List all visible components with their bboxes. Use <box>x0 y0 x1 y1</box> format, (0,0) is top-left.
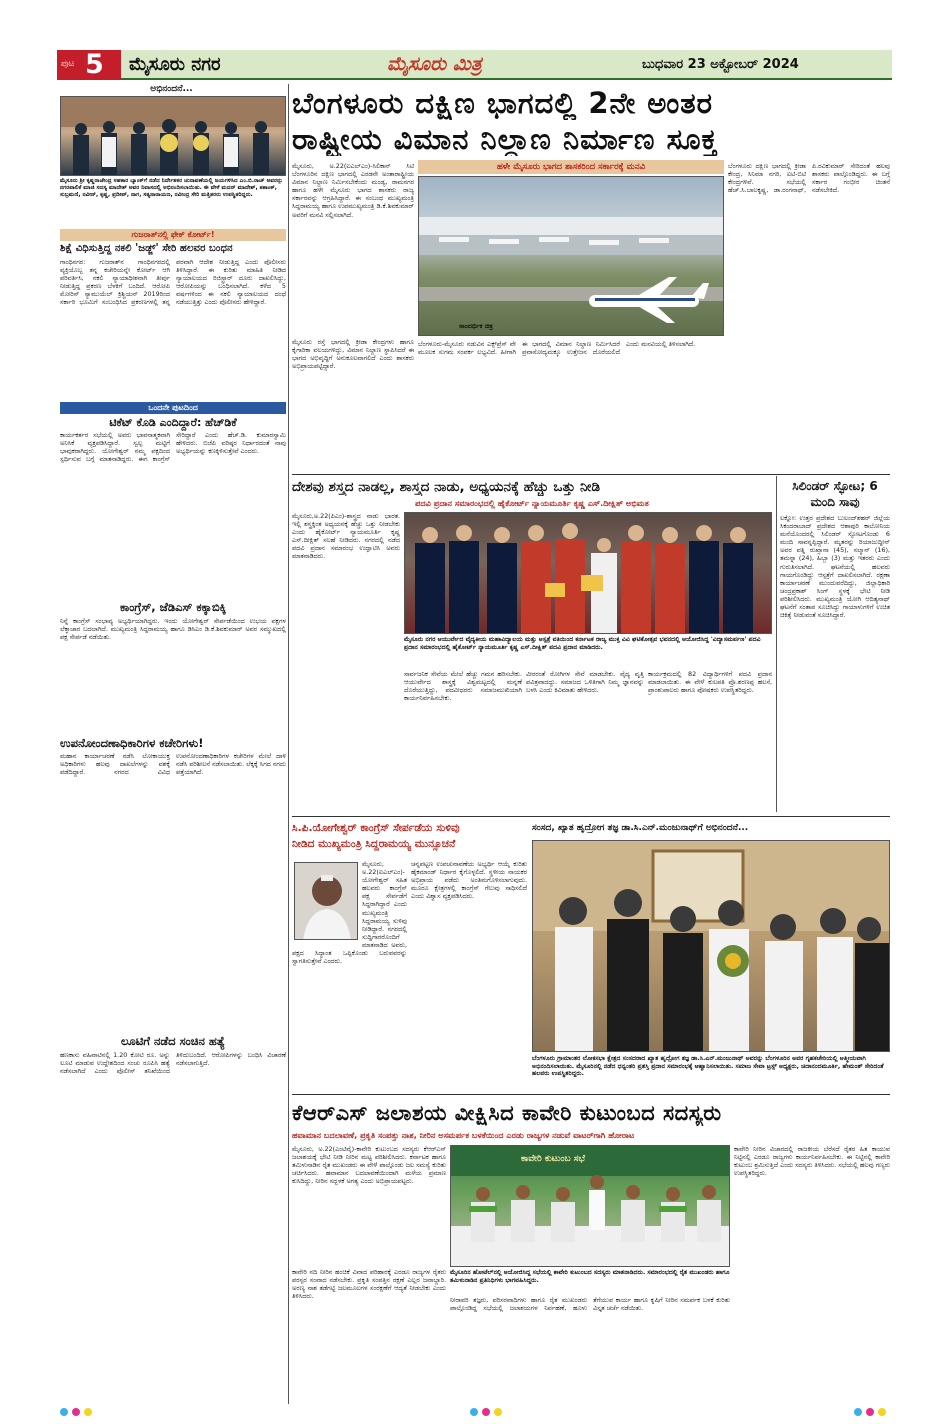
airport-rule <box>292 474 890 475</box>
yogeshwar-body-col1-text: ಮೈಸೂರು, ಅ.22(ಐಎಲ್‌ಎಂ)-ಯೋಗೇಶ್ವರ್ ಸಹಿತ ಹಲವರು ಕಾಂಗ್ರೆಸ್ ಪಕ್ಷ ಸೇರ್ಪಡೆಗೆ ಸಿದ್ಧರಾಗಿದ್ದಾರೆ ಎಂದು ಮುಖ್ಯಮಂತ್ರಿ ಸಿದ್ದರಾಮಯ್ಯ ಸುಳಿವು ನೀಡಿದ್ದಾರೆ. ನಗರದಲ್ಲಿ ಸುದ್ದಿಗಾರರೊಂದಿಗೆ ಮಾತನಾಡಿದ ಅವರು, ಪಕ್ಷದ ಸಿದ್ಧಾಂತ ಒಪ್ಪಿಕೊಂಡು ಬರುವವರನ್ನು ಸ್ವಾಗತಿಸುತ್ತೇವೆ ಎಂದರು. <box>292 860 407 966</box>
krs-caption: ಮೈಸೂರಿನ ಹೋಟೆಲ್‌ನಲ್ಲಿ ಆಯೋಜಿಸಿದ್ದ ಸಭೆಯಲ್ಲಿ ಕಾವೇರಿ ಕುಟುಂಬದ ಸದಸ್ಯರು ಮಾತನಾಡಿದರು. ಸಮಾರಂಭದಲ್ಲಿ ರೈತ ಮುಖಂಡರು ಹಾಗೂ ತಮಿಳುನಾಡಿನ ಪ್ರತಿನಿಧಿಗಳು ಭಾಗವಹಿಸಿದ್ದರು. <box>450 1269 730 1284</box>
congress-body: ನಿನ್ನೆ ಕಾಂಗ್ರೆಸ್ ಸಂಭಾವ್ಯ ಅಭ್ಯರ್ಥಿಯಾಗಿದ್ದರು. ಇಂದು ಯೋಗೇಶ್ವರ್ ಸೇರ್ಪಡೆಯಿಂದ ಉಭಯ ಪಕ್ಷಗಳ ಲೆಕ್ಕಾಚಾರ ಬದಲಾಗಿದೆ. ಮುಖ್ಯಮಂತ್ರಿ ಸಿದ್ದರಾಮಯ್ಯ ಹಾಗೂ ಡಿಸಿಎಂ ಡಿ.ಕೆ.ಶಿವಕುಮಾರ್ ಅವರ ಸಮ್ಮುಖದಲ್ಲಿ ಪಕ್ಷ ಸೇರ್ಪಡೆ ನಡೆಯಿತು. <box>60 617 286 642</box>
manjunath-photo <box>532 840 890 1052</box>
lootage-body: ಹಣಕಾಸು ವಹಿವಾಟಿನಲ್ಲಿ 1.20 ಕೋಟಿ ರೂ. ಅನ್ನು ಲೂಟಿ ಮಾಡುವ ಉದ್ದೇಶದಿಂದ ಸಂಚು ರೂಪಿಸಿ ಹತ್ಯೆ ನಡೆಸಲಾಗಿದೆ ಎಂದು ಪೊಲೀಸ್ ತನಿಖೆಯಿಂದ ತಿಳಿದುಬಂದಿದೆ. ಆರೋಪಿಗಳನ್ನು ಬಂಧಿಸಿ ವಿಚಾರಣೆ ನಡೆಸಲಾಗುತ್ತಿದೆ. <box>60 1051 286 1076</box>
airport-photo-credit: ಸಾಂದರ್ಭಿಕ ಚಿತ್ರ <box>459 322 493 330</box>
registration-dot-magenta <box>72 1408 80 1416</box>
cylinder-body: ಲಕ್ನೋ: ಉತ್ತರ ಪ್ರದೇಶದ ಬುಲಂದ್‌ಶಹರ್ ಜಿಲ್ಲೆಯ ಸಿಕಂದರಾಬಾದ್ ಪ್ರದೇಶದ ಆಶಾಪುರಿ ಕಾಲೋನಿಯ ಮನೆಯೊಂದರಲ್ಲಿ ಸಿಲಿಂಡರ್ ಸ್ಫೋಟಗೊಂಡು 6 ಮಂದಿ ಸಾವನ್ನಪ್ಪಿದ್ದಾರೆ. ಮೃತರನ್ನು ರಿಯಾಜುದ್ದೀನ್ ಅವರ ಪತ್ನಿ ರುಖ್ಸಾನಾ (45), ಸಲ್ಮಾನ್ (16), ತಮನ್ನಾ (24), ಹಿಬ್ಬಾ (3) ಮತ್ತು ಇತರರು ಎಂದು ಗುರುತಿಸಲಾಗಿದೆ. ಘಟನೆಯಲ್ಲಿ ಹಲವರು ಗಾಯಗೊಂಡಿದ್ದು ಆಸ್ಪತ್ರೆಗೆ ದಾಖಲಿಸಲಾಗಿದೆ. ರಕ್ಷಣಾ ಕಾರ್ಯಾಚರಣೆ ಮುಂದುವರೆದಿದ್ದು, ಜಿಲ್ಲಾಧಿಕಾರಿ ಚಂದ್ರಪ್ರಕಾಶ್ ಸಿಂಗ್ ಸ್ಥಳಕ್ಕೆ ಭೇಟಿ ನೀಡಿ ಪರಿಶೀಲಿಸಿದರು. ಮುಖ್ಯಮಂತ್ರಿ ಯೋಗಿ ಆದಿತ್ಯನಾಥ್ ಘಟನೆಗೆ ಸಂತಾಪ ಸೂಚಿಸಿದ್ದು ಗಾಯಾಳುಗಳಿಗೆ ಉಚಿತ ಚಿಕಿತ್ಸೆ ನೀಡುವಂತೆ ಸೂಚಿಸಿದ್ದಾರೆ. <box>780 514 890 620</box>
ondane-kicker: ಒಂದನೇ ಪುಟದಿಂದ <box>60 402 286 414</box>
registration-dot-cyan <box>854 1408 862 1416</box>
section-name: ಮೈಸೂರು ನಗರ <box>129 54 221 75</box>
felicitation-image <box>533 841 890 1052</box>
airport-photo <box>418 176 724 336</box>
congrats-header: ಅಭಿನಂದನೆ... <box>150 84 193 94</box>
ticket-headline: ಟಿಕೆಟ್ ಕೊಡಿ ಎಂದಿದ್ದಾರೆ: ಹೆಚ್‌ಡಿಕೆ <box>109 416 237 429</box>
column-rule <box>288 84 289 1404</box>
meeting-image <box>451 1146 730 1267</box>
cylinder-headline: ಸಿಲಿಂಡರ್ ಸ್ಫೋಟ; 6 ಮಂದಿ ಸಾವು <box>792 479 878 509</box>
krs-subhead: ಹವಾಮಾನ ಬದಲಾವಣೆ, ಪ್ರಕೃತಿ ಸಂಪತ್ತು ನಾಶ, ನೀರಿನ ಅಸಮರ್ಪಕ ಬಳಕೆಯಿಂದ ಎರಡು ರಾಜ್ಯಗಳ ನಡುವೆ ವಾಟರ್‌ಗಾಗಿ ಹೋರಾಟ <box>292 1130 635 1140</box>
registration-dot-cyan <box>470 1408 478 1416</box>
page-number: 5 <box>85 49 104 80</box>
upa-headline: ಉಪನೋಂದಣಾಧಿಕಾರಿಗಳ ಕಚೇರಿಗಳು! <box>60 736 204 750</box>
congrats-photo <box>60 96 286 176</box>
krs-headline: ಕೆಆರ್‌ಎಸ್ ಜಲಾಶಯ ವೀಕ್ಷಿಸಿದ ಕಾವೇರಿ ಕುಟುಂಬದ ಸದಸ್ಯರು <box>292 1101 722 1125</box>
page-label: ಪುಟ <box>61 59 75 69</box>
yogeshwar-body-col2: ಚನ್ನಪಟ್ಟಣ ಉಪಚುನಾವಣೆಯ ಅಭ್ಯರ್ಥಿ ಆಯ್ಕೆ ಕುರಿತು ಹೈಕಮಾಂಡ್ ನಿರ್ಧಾರ ಕೈಗೊಳ್ಳಲಿದೆ. ಸ್ಥಳೀಯ ನಾಯಕರ ಅಭಿಪ್ರಾಯ ಪಡೆದು ಅಂತಿಮಗೊಳಿಸಲಾಗುವುದು. ಮೂರೂ ಕ್ಷೇತ್ರಗಳಲ್ಲಿ ಕಾಂಗ್ರೆಸ್ ಗೆಲುವು ಸಾಧಿಸಲಿದೆ ಎಂದು ವಿಶ್ವಾಸ ವ್ಯಕ್ತಪಡಿಸಿದರು. <box>411 860 527 901</box>
paper-name: ಮೈಸೂರು ಮಿತ್ರ <box>387 53 482 75</box>
congrats-caption: ಮೈಸೂರು ಶ್ರೀ ಕೃಷ್ಣರಾಜೇಂದ್ರ ಸಹಕಾರ ಬ್ಯಾಂಕ್‌ಗೆ ನಡೆದ ನಿರ್ದೇಶಕರ ಚುನಾವಣೆಯಲ್ಲಿ ಜಯಗಳಿಸಿದ ಎಂ.ಬಿ.ರಾಜ್ ಅವರನ್ನು ನಗರಪಾಲಿಕೆ ಮಾಜಿ ಸದಸ್ಯ ಮಾದೇಶ್ ಅವರ ನಿವಾಸದಲ್ಲಿ ಅಭಿನಂದಿಸಲಾಯಿತು. ಈ ವೇಳೆ ಮದನ್ ಮಾದೇಶ್, ಶಶಾಂಕ್, ಸುಬ್ರಮಣಿ, ನವೀನ್, ಕೃಷ್ಣ, ಪ್ರದೀಪ್, ನಾಗ, ಸತ್ಯನಾರಾಯಣ, ರವೀಂದ್ರ ಸೇರಿ ಮತ್ತಿತರರು ಉಪಸ್ಥಿತರಿದ್ದರು. <box>60 178 283 198</box>
airport-body-col1: ಮೈಸೂರು, ಅ.22(ಐಎಲ್‌ಎಂ)-ಸಿಲಿಕಾನ್ ಸಿಟಿ ಬೆಂಗಳೂರಿನ ದಕ್ಷಿಣ ಭಾಗದಲ್ಲಿ ಎರಡನೇ ಅಂತಾರಾಷ್ಟ್ರೀಯ ವಿಮಾನ ನಿಲ್ದಾಣ ನಿರ್ಮಿಸಬೇಕೆಂದು ಮಂಡ್ಯ, ರಾಮನಗರ ಹಾಗೂ ಹಳೇ ಮೈಸೂರು ಭಾಗದ ಶಾಸಕರು ರಾಜ್ಯ ಸರ್ಕಾರವನ್ನು ಆಗ್ರಹಿಸಿದ್ದಾರೆ. ಈ ಸಂಬಂಧ ಮುಖ್ಯಮಂತ್ರಿ ಸಿದ್ದರಾಮಯ್ಯ ಹಾಗೂ ಉಪಮುಖ್ಯಮಂತ್ರಿ ಡಿ.ಕೆ.ಶಿವಕುಮಾರ್ ಅವರಿಗೆ ಮನವಿ ಸಲ್ಲಿಸಲಾಗಿದೆ. <box>292 162 414 219</box>
page-number-box <box>57 50 121 80</box>
yogeshwar-headline-2: ನೀಡಿದ ಮುಖ್ಯಮಂತ್ರಿ ಸಿದ್ದರಾಮಯ್ಯ ಮುನ್ಸೂಚನೆ <box>292 838 456 850</box>
convocation-body-col2: ಸಾರ್ವಜನಿಕ ಸೇವೆಯ ಮೇಲೆ ಹೆಚ್ಚು ಗಮನ ಹರಿಸಬೇಕು. ಆಯುರ್ವೇದ ಶಾಸ್ತ್ರಕ್ಕೆ ವಿಶ್ವಮಟ್ಟದಲ್ಲಿ ಮನ್ನಣೆ ದೊರೆಯುತ್ತಿದ್ದು, ಪದವೀಧರರು ಸಮಾಜಮುಖಿಯಾಗಿ ಕಾರ್ಯನಿರ್ವಹಿಸಬೇಕು. <box>404 670 522 703</box>
group-photo-image <box>61 97 286 176</box>
registration-dot-yellow <box>84 1408 92 1416</box>
registration-dot-yellow <box>878 1408 886 1416</box>
yogeshwar-headline-1: ಸಿ.ಪಿ.ಯೋಗೇಶ್ವರ್ ಕಾಂಗ್ರೆಸ್ ಸೇರ್ಪಡೆಯ ಸುಳಿವು <box>292 822 460 834</box>
convocation-body-col4: ಕಾರ್ಯಕ್ರಮದಲ್ಲಿ 82 ವಿದ್ಯಾರ್ಥಿಗಳಿಗೆ ಪದವಿ ಪ್ರದಾನ ಮಾಡಲಾಯಿತು. ಈ ವೇಳೆ ಕುಲಪತಿ ಪ್ರೊ.ಶರಣಪ್ಪ ಹಲಸೆ, ಪ್ರಾಂಶುಪಾಲರು ಹಾಗೂ ಪೋಷಕರು ಉಪಸ್ಥಿತರಿದ್ದರು. <box>648 670 772 695</box>
manjunath-caption: ಬೆಂಗಳೂರು ಗ್ರಾಮಾಂತರ ಲೋಕಸಭಾ ಕ್ಷೇತ್ರದ ಸಂಸದರಾದ ಖ್ಯಾತ ಹೃದ್ರೋಗ ತಜ್ಞ ಡಾ.ಸಿ.ಎನ್.ಮಂಜುನಾಥ್ ಅವರನ್ನು ಬೆಂಗಳೂರಿನ ಅವರ ಗೃಹಕಚೇರಿಯಲ್ಲಿ ಆತ್ಮೀಯವಾಗಿ ಅಭಿನಂದಿಸಲಾಯಿತು. ಮೈಸೂರಿನಲ್ಲಿ ನಡೆದ ಧನ್ವಂತರಿ ಪ್ರಶಸ್ತಿ ಪ್ರದಾನ ಸಮಾರಂಭಕ್ಕೆ ಆಹ್ವಾನಿಸಲಾಯಿತು. ಸಮಾಜ ಸೇವಾ ಟ್ರಸ್ಟ್ ಅಧ್ಯಕ್ಷರು, ಚಿದಾನಂದಮೂರ್ತಿ, ಹೇಮಂತ್ ಸೇರಿದಂತೆ ಹಲವರು ಉಪಸ್ಥಿತರಿದ್ದರು. <box>532 1055 884 1078</box>
airport-subhead: ಹಳೇ ಮೈಸೂರು ಭಾಗದ ಶಾಸಕರಿಂದ ಸರ್ಕಾರಕ್ಕೆ ಮನವಿ <box>418 160 724 174</box>
convocation-caption: ಮೈಸೂರು ನಗರ ಆಯುರ್ವೇದ ವೈದ್ಯಕೀಯ ಮಹಾವಿದ್ಯಾಲಯ ಮತ್ತು ಆಸ್ಪತ್ರೆ ವತಿಯಿಂದ ಕರ್ನಾಟಕ ರಾಜ್ಯ ಮುಕ್ತ ವಿವಿ ಘಟಿಕೋತ್ಸವ ಭವನದಲ್ಲಿ ಆಯೋಜಿಸಿದ್ದ 'ವಿದ್ಯಾಸಮರ್ಪಣ' ಪದವಿ ಪ್ರದಾನ ಸಮಾರಂಭದಲ್ಲಿ ಹೈಕೋರ್ಟ್ ನ್ಯಾಯಮೂರ್ತಿ ಕೃಷ್ಣ ಎಸ್.ದೀಕ್ಷಿತ್ ಪದವಿ ಪ್ರದಾನ ಮಾಡಿದರು. <box>404 636 761 651</box>
registration-dot-magenta <box>482 1408 490 1416</box>
mid-rule <box>292 1094 890 1095</box>
upa-body: ಮಹಾನ ಕಾರ್ಯಾಚರಣೆ ನಡೆಸಿ ಲೋಕಾಯುಕ್ತ ಅಧಿಕಾರಿಗಳು ಹಲವು ದಾಖಲೆಗಳನ್ನು ವಶಕ್ಕೆ ಪಡೆದಿದ್ದಾರೆ. ನಗರದ ವಿವಿಧ ಉಪನೋಂದಣಾಧಿಕಾರಿಗಳ ಕಚೇರಿಗಳ ಮೇಲೆ ದಾಳಿ ನಡೆಸಿ ಪರಿಶೀಲನೆ ನಡೆಸಲಾಯಿತು. ಲೆಕ್ಕಕ್ಕೆ ಸಿಗದ ನಗದು ಪತ್ತೆಯಾಗಿದೆ. <box>60 752 286 777</box>
krs-body-col3: ನೀರಾವರಿ ತಜ್ಞರು, ಪರಿಸರವಾದಿಗಳು ಹಾಗೂ ರೈತ ಮುಖಂಡರು ಪಾಲ್ಗೊಂಡಿದ್ದ ಸಭೆಯಲ್ಲಿ ಜಲಾಶಯಗಳ ನಿರ್ವಹಣೆ, ಹೂಳು ತೆಗೆಯುವ ಕಾರ್ಯ ಹಾಗೂ ಕೃಷಿಗೆ ನೀರಿನ ಸಮರ್ಪಕ ಬಳಕೆ ಕುರಿತು ವಿಸ್ತೃತ ಚರ್ಚೆ ನಡೆಯಿತು. <box>450 1296 730 1313</box>
airport-body-col2: ಮೈಸೂರು ರಸ್ತೆ ಭಾಗದಲ್ಲಿ ಕ್ರೀಡಾ ಕೇಂದ್ರಗಳು ಹಾಗೂ ಕೈಗಾರಿಕಾ ವಲಯಗಳಿದ್ದು, ವಿಮಾನ ನಿಲ್ದಾಣ ಸ್ಥಾಪಿಸಿದರೆ ಈ ಭಾಗದ ಅಭಿವೃದ್ಧಿಗೆ ಅನುಕೂಲವಾಗಲಿದೆ ಎಂದು ಶಾಸಕರು ಅಭಿಪ್ರಾಯಪಟ್ಟಿದ್ದಾರೆ. <box>292 338 414 371</box>
issue-date: ಬುಧವಾರ 23 ಅಕ್ಟೋಬರ್ 2024 <box>642 57 799 72</box>
congress-headline: ಕಾಂಗ್ರೆಸ್, ಜೆಡಿಎಸ್ ಕಕ್ಕಾಬಿಕ್ಕಿ <box>119 600 227 614</box>
lootage-headline: ಲೂಟಿಗೆ ನಡೆದ ಸಂಚಿನ ಹತ್ಯೆ <box>120 1034 226 1048</box>
manjunath-header: ಸಂಸದ, ಖ್ಯಾತ ಹೃದ್ರೋಗ ತಜ್ಞ ಡಾ.ಸಿ.ಎನ್.ಮಂಜುನಾಥ್‌ಗೆ ಅಭಿನಂದನೆ... <box>532 823 749 833</box>
krs-banner-text: ಕಾವೇರಿ ಕುಟುಂಬ ಸಭೆ <box>521 1154 585 1164</box>
ticket-body: ಕಾರ್ಯಕರ್ತರ ಸಭೆಯಲ್ಲಿ ಅವರು ಭಾವನಾತ್ಮಕವಾಗಿ ಅನಿಸಿಕೆ ವ್ಯಕ್ತಪಡಿಸಿದ್ದಾರೆ. ಸ್ವಲ್ಪ ಮಟ್ಟಿಗೆ ಭಾವುಕರಾಗಿದ್ದರು. ಯೋಗೇಶ್ವರ್ ನಮ್ಮ ಪಕ್ಷದಿಂದ ಸ್ಪರ್ಧಿಸುವ ಬಗ್ಗೆ ಮಾತನಾಡಿದ್ದರು. ಈಗ ಕಾಂಗ್ರೆಸ್ ಸೇರಿದ್ದಾರೆ ಎಂದು ಹೆಚ್.ಡಿ. ಕುಮಾರಸ್ವಾಮಿ ಹೇಳಿದರು. ಬಿಜೆಪಿ ವರಿಷ್ಠರ ನಿರ್ಧಾರದಂತೆ ನಾವು ಅಭ್ಯರ್ಥಿಯನ್ನು ಕಣಕ್ಕಿಳಿಸುತ್ತೇವೆ ಎಂದರು. <box>60 431 286 464</box>
gujarat-body: ಗಾಂಧಿನಗರ: ಗುಜರಾತ್‌ನ ಗಾಂಧಿನಗರದಲ್ಲಿ ವ್ಯಕ್ತಿಯೊಬ್ಬ ತನ್ನ ಕಚೇರಿಯನ್ನೇ ಕೋರ್ಟ್ ಆಗಿ ಪರಿವರ್ತಿಸಿ, ನಕಲಿ ನ್ಯಾಯಾಧೀಶನಾಗಿ ತೀರ್ಪು ನೀಡುತ್ತಿದ್ದ ಪ್ರಕರಣ ಬೆಳಕಿಗೆ ಬಂದಿದೆ. ಆರೋಪಿ ಮೋರಿಸ್ ಸ್ಯಾಮುಯೆಲ್ ಕ್ರಿಶ್ಚಿಯನ್ 2019ರಿಂದ ಸರ್ಕಾರಿ ಭೂಮಿಗೆ ಸಂಬಂಧಿಸಿದ ಪ್ರಕರಣಗಳಲ್ಲಿ ತನ್ನ ಪರವಾಗಿ ಆದೇಶ ನೀಡುತ್ತಿದ್ದ ಎಂದು ಪೊಲೀಸರು ತಿಳಿಸಿದ್ದಾರೆ. ಈ ಕುರಿತು ಮಾಹಿತಿ ನೀಡಿದ ನ್ಯಾಯಾಲಯದ ರಿಜಿಸ್ಟ್ರಾರ್ ದೂರು ದಾಖಲಿಸಿದ್ದು, ಆರೋಪಿಯನ್ನು ಬಂಧಿಸಲಾಗಿದೆ. ಕಳೆದ 5 ವರ್ಷಗಳಿಂದ ಈ ನಕಲಿ ನ್ಯಾಯಾಲಯದ ದಂಧೆ ನಡೆಯುತ್ತಿತ್ತು ಎಂದು ಪೊಲೀಸರು ಹೇಳಿದ್ದಾರೆ. <box>60 258 286 307</box>
krs-body-col4: ಕಾವೇರಿ ನೀರಿನ ವಿಚಾರದಲ್ಲಿ ರಾಜಕೀಯ ಬೆರೆಸದೆ ರೈತರ ಹಿತ ಕಾಯುವ ನಿಟ್ಟಿನಲ್ಲಿ ಎರಡೂ ರಾಜ್ಯಗಳು ಕಾರ್ಯನಿರ್ವಹಿಸಬೇಕು. ಈ ನಿಟ್ಟಿನಲ್ಲಿ ಕಾವೇರಿ ಕುಟುಂಬ ಶ್ರಮಿಸುತ್ತಿದೆ ಎಂದು ಸದಸ್ಯರು ತಿಳಿಸಿದರು. ಸಭೆಯಲ್ಲಿ ಹಲವು ಗಣ್ಯರು ಉಪಸ್ಥಿತರಿದ್ದರು. <box>734 1145 890 1178</box>
gujarat-kicker: ಗುಜರಾತ್‌ನಲ್ಲಿ ಫೇಕ್ ಕೋರ್ಟ್! <box>60 229 286 241</box>
photo-wrap-spacer <box>292 860 362 942</box>
krs-body-col2: ಕಾವೇರಿ ನದಿ ನೀರಿನ ಹಂಚಿಕೆ ವಿವಾದ ಪರಿಹಾರಕ್ಕೆ ಎರಡೂ ರಾಜ್ಯಗಳ ರೈತರು ಪರಸ್ಪರ ಸಂವಾದ ನಡೆಸಬೇಕು. ಪ್ರಕೃತಿ ಸಂಪತ್ತಿನ ರಕ್ಷಣೆ ಎಲ್ಲರ ಜವಾಬ್ದಾರಿ. ಅರಣ್ಯ ನಾಶ ತಡೆಗಟ್ಟಿ ಜಲಮೂಲಗಳ ಸಂರಕ್ಷಣೆಗೆ ಆದ್ಯತೆ ನೀಡಬೇಕು ಎಂದು ತಿಳಿಸಿದರು. <box>292 1268 446 1301</box>
registration-dot-yellow <box>494 1408 502 1416</box>
convocation-rule <box>292 816 890 817</box>
registration-dot-magenta <box>866 1408 874 1416</box>
krs-body-col1: ಮೈಸೂರು, ಅ.22(ಎಂಟಿವೈ)-ಕಾವೇರಿ ಕುಟುಂಬದ ಸದಸ್ಯರು ಕೆಆರ್‌ಎಸ್ ಜಲಾಶಯಕ್ಕೆ ಭೇಟಿ ನೀಡಿ ನೀರಿನ ಮಟ್ಟ ಪರಿಶೀಲಿಸಿದರು. ಕರ್ನಾಟಕ ಹಾಗೂ ತಮಿಳುನಾಡಿನ ರೈತ ಮುಖಂಡರು ಈ ವೇಳೆ ಪಾಲ್ಗೊಂಡು ಜಲ ಸಮಸ್ಯೆ ಕುರಿತು ಚರ್ಚಿಸಿದರು. ಹವಾಮಾನ ಬದಲಾವಣೆಯಿಂದಾಗಿ ಮಳೆಯ ಪ್ರಮಾಣ ಕುಸಿದಿದ್ದು, ನೀರಿನ ಸದ್ಬಳಕೆ ಅಗತ್ಯ ಎಂದು ಅಭಿಪ್ರಾಯಪಟ್ಟರು. <box>292 1145 446 1186</box>
convocation-body-col1: ಮೈಸೂರು,ಅ.22(ಪಿಎಂ)-ಶಾಸ್ತ್ರದ ನಾಡು ಭಾರತ. ಇಲ್ಲಿ ಶಸ್ತ್ರಕ್ಕಿಂತ ಅಧ್ಯಯನಕ್ಕೆ ಹೆಚ್ಚು ಒತ್ತು ನೀಡಬೇಕು ಎಂದು ಹೈಕೋರ್ಟ್ ನ್ಯಾಯಮೂರ್ತಿ ಕೃಷ್ಣ ಎಸ್.ದೀಕ್ಷಿತ್ ಸಲಹೆ ನೀಡಿದರು. ನಗರದಲ್ಲಿ ನಡೆದ ಪದವಿ ಪ್ರದಾನ ಸಮಾರಂಭ ಉದ್ಘಾಟಿಸಿ ಅವರು ಮಾತನಾಡಿದರು. <box>292 512 400 561</box>
gujarat-headline: ಶಿಕ್ಷೆ ವಿಧಿಸುತ್ತಿದ್ದ ನಕಲಿ 'ಜಡ್ಜ್' ಸೇರಿ ಹಲವರ ಬಂಧನ <box>60 243 233 254</box>
airport-body-col4: ಬೆಂಗಳೂರು ದಕ್ಷಿಣ ಭಾಗದಲ್ಲಿ ಕ್ರೀಡಾ ಕೇಂದ್ರ, ಸಿನಿಮಾ ನಗರಿ, ಐಟಿ-ಬಿಟಿ ಕೇಂದ್ರಗಳಿವೆ. ಸಭೆಯಲ್ಲಿ ಹೆಚ್.ಸಿ.ಬಾಲಕೃಷ್ಣ, ಡಾ.ರಂಗನಾಥ್, ಪಿ.ರವಿಕುಮಾರ್ ಸೇರಿದಂತೆ ಹಲವು ಶಾಸಕರು ಪಾಲ್ಗೊಂಡಿದ್ದರು. ಈ ಬಗ್ಗೆ ಸರ್ಕಾರ ಗಂಭೀರ ಚಿಂತನೆ ನಡೆಸಬೇಕಿದೆ. <box>728 162 890 195</box>
convocation-image <box>405 513 772 634</box>
convocation-subhead: ಪದವಿ ಪ್ರದಾನ ಸಮಾರಂಭದಲ್ಲಿ ಹೈಕೋರ್ಟ್ ನ್ಯಾಯಮೂರ್ತಿ ಕೃಷ್ಣ ಎಸ್.ದೀಕ್ಷಿತ್ ಅಭಿಮತ <box>415 498 649 508</box>
convocation-headline: ದೇಶವು ಶಸ್ತ್ರದ ನಾಡಲ್ಲ, ಶಾಸ್ತ್ರದ ನಾಡು, ಅಧ್ಯಯನಕ್ಕೆ ಹೆಚ್ಚು ಒತ್ತು ನೀಡಿ <box>292 479 601 495</box>
column-rule <box>776 476 777 812</box>
airport-headline-1: ಬೆಂಗಳೂರು ದಕ್ಷಿಣ ಭಾಗದಲ್ಲಿ 2ನೇ ಅಂತರ <box>292 86 713 120</box>
convocation-body-col3: ವೀರರಂತೆ ರೋಗಿಗಳ ಸೇವೆ ಮಾಡಬೇಕು. ವೈದ್ಯ ವೃತ್ತಿ ಪವಿತ್ರವಾದದ್ದು. ಸಮಾಜದ ಒಳಿತಿಗಾಗಿ ನಿಮ್ಮ ಜ್ಞಾನವನ್ನು ಬಳಸಿ ಎಂದು ಕಿವಿಮಾತು ಹೇಳಿದರು. <box>526 670 644 695</box>
yogeshwar-body-col1-flow <box>292 860 407 1092</box>
airport-image <box>419 177 724 336</box>
krs-photo <box>450 1145 730 1267</box>
registration-dot-cyan <box>60 1408 68 1416</box>
masthead <box>57 50 892 80</box>
airport-headline-2: ರಾಷ್ಟ್ರೀಯ ವಿಮಾನ ನಿಲ್ದಾಣ ನಿರ್ಮಾಣ ಸೂಕ್ತ <box>292 122 718 156</box>
convocation-photo <box>404 512 772 634</box>
airport-body-col3: ಬೆಂಗಳೂರು-ಮೈಸೂರು ನಡುವಿನ ಎಕ್ಸ್‌ಪ್ರೆಸ್ ವೇ ಮೂಲಕ ಸುಗಮ ಸಂಪರ್ಕ ಲಭ್ಯವಿದೆ. ಹೀಗಾಗಿ ಈ ಭಾಗದಲ್ಲಿ ವಿಮಾನ ನಿಲ್ದಾಣ ನಿರ್ಮಿಸಿದರೆ ಪ್ರವಾಸೋದ್ಯಮಕ್ಕೂ ಉತ್ತೇಜನ ದೊರೆಯಲಿದೆ ಎಂದು ಮನವಿಯಲ್ಲಿ ತಿಳಿಸಲಾಗಿದೆ. <box>418 340 696 357</box>
